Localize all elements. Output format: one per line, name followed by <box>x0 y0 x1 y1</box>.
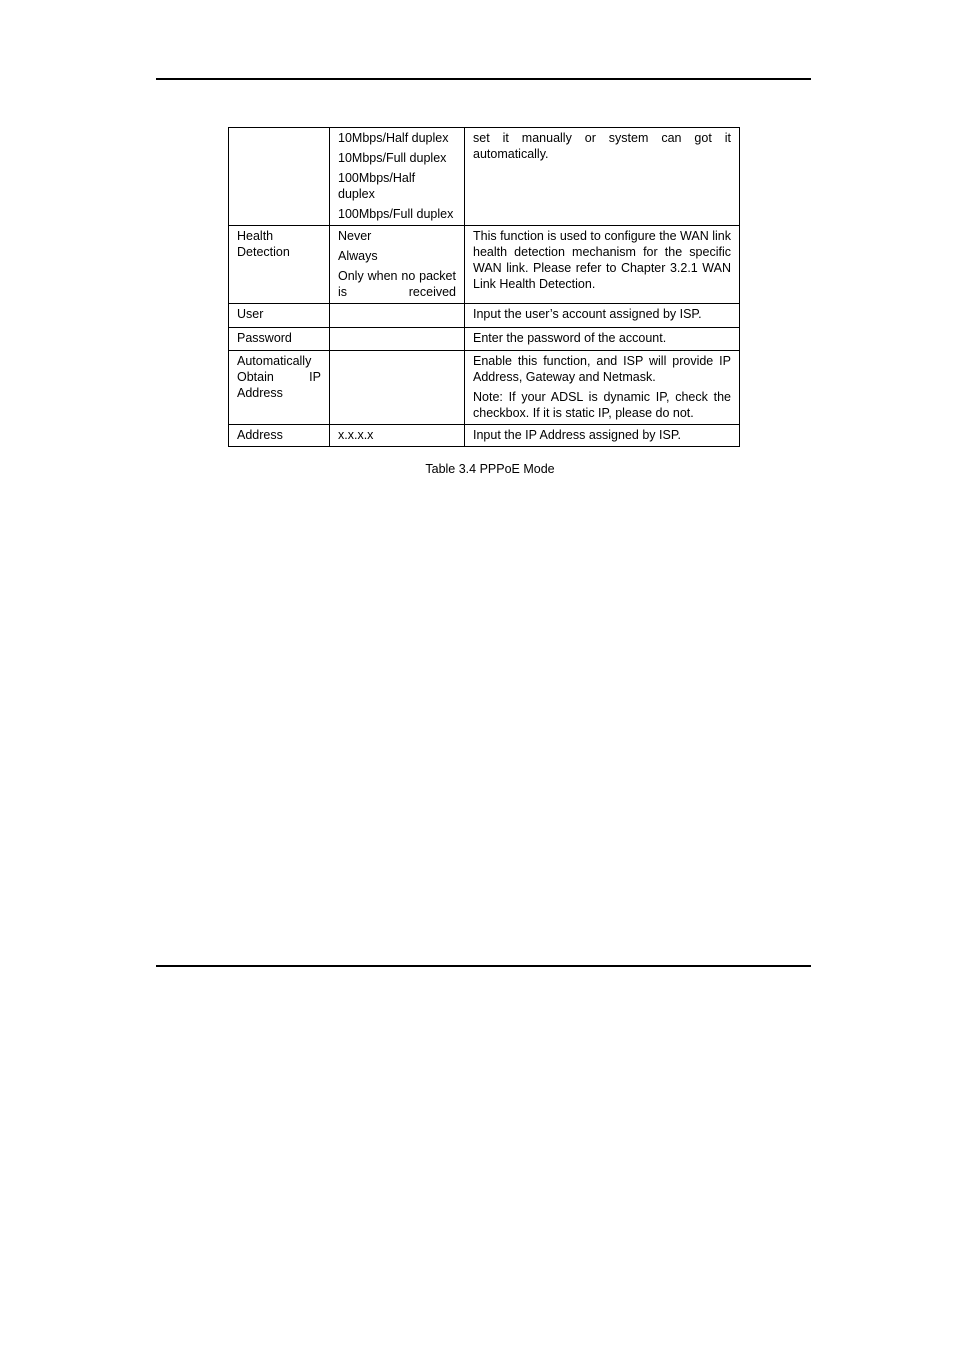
value-option: Always <box>338 249 378 263</box>
parameter-name-cell: Address <box>229 425 330 447</box>
parameter-values-cell <box>330 304 465 328</box>
parameter-name-cell <box>229 226 330 304</box>
table-row <box>229 128 740 226</box>
parameter-description-cell <box>465 328 740 351</box>
table-caption: Table 3.4 PPPoE Mode <box>425 462 555 476</box>
parameter-description-cell <box>465 425 740 447</box>
parameter-values-cell <box>330 425 465 447</box>
value-option: x.x.x.x <box>338 428 374 442</box>
description-text: set it manually or system can got it automatically. <box>473 131 731 161</box>
table-row <box>229 425 740 447</box>
parameter-values-cell <box>330 328 465 351</box>
parameter-description-cell <box>465 226 740 304</box>
footer-rule <box>156 965 811 967</box>
parameter-name-cell <box>229 351 330 425</box>
parameter-description-cell <box>465 351 740 425</box>
description-note: Note: If your ADSL is dynamic IP, check the checkbox. If it is static IP, please do not. <box>473 390 731 420</box>
parameter-name: Automatically Obtain IP Address <box>237 354 321 400</box>
header-rule <box>156 78 811 80</box>
parameter-values-cell <box>330 226 465 304</box>
description-text: Input the IP Address assigned by ISP. <box>473 428 682 442</box>
parameter-name-cell <box>229 128 330 226</box>
value-option: 10Mbps/Full duplex <box>338 151 447 165</box>
parameter-values-cell <box>330 128 465 226</box>
value-option: 10Mbps/Half duplex <box>338 131 449 145</box>
description-text: Input the user’s account assigned by ISP. <box>473 307 702 321</box>
parameter-name-cell: User <box>229 304 330 328</box>
parameter-description-cell <box>465 304 740 328</box>
description-text: Enter the password of the account. <box>473 331 667 345</box>
value-option: Only when no packet is received <box>338 269 456 299</box>
table-row <box>229 304 740 328</box>
table-row <box>229 226 740 304</box>
value-option: 100Mbps/Full duplex <box>338 207 454 221</box>
pppoe-parameter-table <box>228 127 740 447</box>
description-text: This function is used to configure the WAN link health detection mechanism for the specific WAN link. Please refer to Chapter 3.2.1 WAN Link Health Detection. <box>473 229 731 291</box>
table-row <box>229 328 740 351</box>
value-option: Never <box>338 229 372 243</box>
parameter-description-cell <box>465 128 740 226</box>
description-text: Enable this function, and ISP will provide IP Address, Gateway and Netmask. <box>473 354 731 384</box>
parameter-name-cell: Password <box>229 328 330 351</box>
parameter-values-cell <box>330 351 465 425</box>
parameter-name: Health Detection <box>237 229 290 259</box>
value-option: 100Mbps/Half duplex <box>338 171 416 201</box>
table-row <box>229 351 740 425</box>
